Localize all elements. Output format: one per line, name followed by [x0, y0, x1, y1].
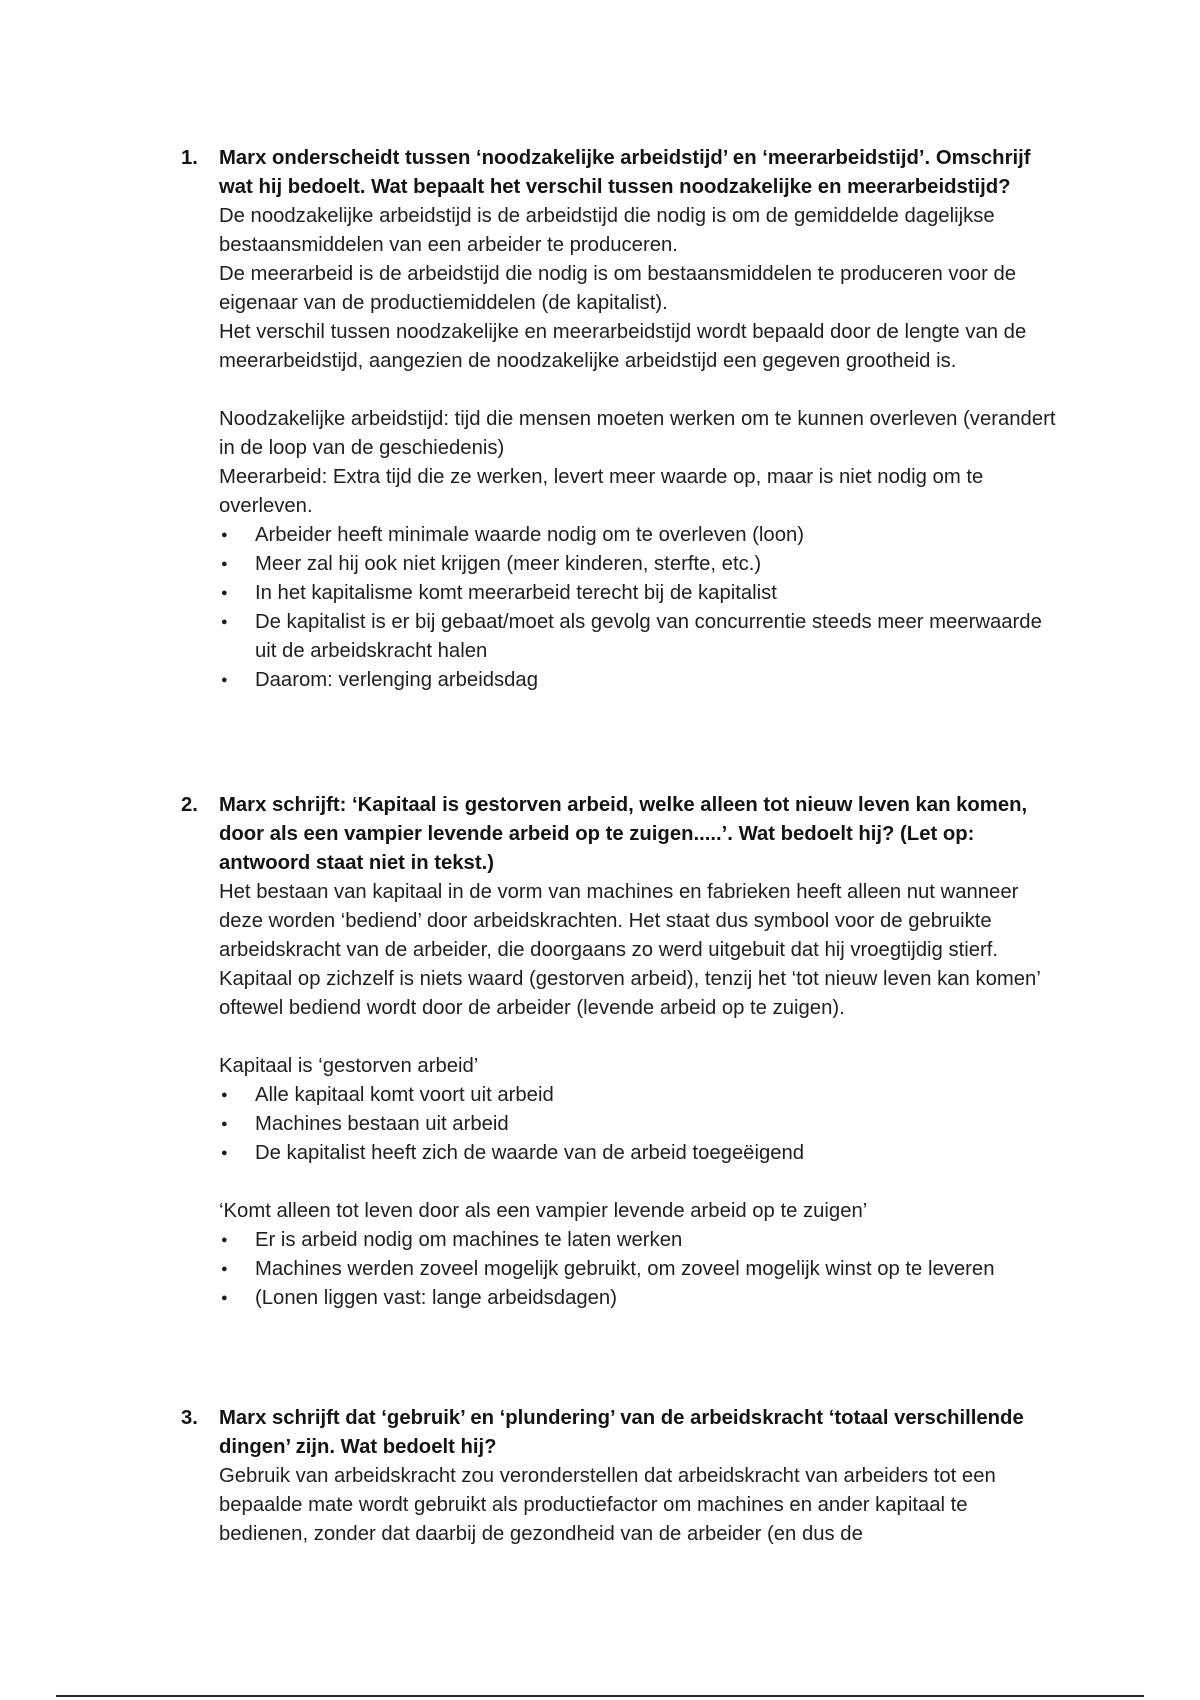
list-item: ● Machines bestaan uit arbeid	[255, 1110, 1061, 1139]
answer-paragraph: De noodzakelijke arbeidstijd is de arbeidstijd die nodig is om de gemiddelde dagelijkse bestaansmiddelen van een arbeider te produceren.	[219, 205, 995, 256]
answer-paragraph: Gebruik van arbeidskracht zou veronderstellen dat arbeidskracht van arbeiders tot een bepaalde mate wordt gebruikt als productiefactor om machines en ander kapitaal te bedienen, zonder dat daarbij de gezondheid van de arbeider (en dus de	[219, 1465, 996, 1545]
list-item: ● (Lonen liggen vast: lange arbeidsdagen)	[255, 1284, 1061, 1313]
section-title: ‘Komt alleen tot leven door als een vampier levende arbeid op te zuigen’	[219, 1200, 868, 1222]
question-number: 3.	[181, 1407, 198, 1429]
list-item: ● In het kapitalisme komt meerarbeid terecht bij de kapitalist	[255, 579, 1061, 608]
page-divider	[56, 1695, 1144, 1697]
question-number: 2.	[181, 794, 198, 816]
list-item: ● Daarom: verlenging arbeidsdag	[255, 666, 1061, 695]
section-title: Kapitaal is ‘gestorven arbeid’	[219, 1055, 479, 1077]
question-text: Marx schrijft: ‘Kapitaal is gestorven arbeid, welke alleen tot nieuw leven kan komen, door als een vampier levende arbeid op te zuigen.....’. Wat bedoelt hij? (Let op: antwoord staat niet in tekst.)	[219, 794, 1028, 874]
list-item: ● Alle kapitaal komt voort uit arbeid	[255, 1081, 1061, 1110]
note-paragraph: Meerarbeid: Extra tijd die ze werken, levert meer waarde op, maar is niet nodig om te overleven.	[219, 466, 984, 517]
answer	[181, 202, 1061, 521]
question-text: Marx schrijft dat ‘gebruik’ en ‘plundering’ van de arbeidskracht ‘totaal verschillende dingen’ zijn. Wat bedoelt hij?	[219, 1407, 1024, 1458]
spacer	[219, 376, 1061, 405]
answer-continued	[181, 1168, 1061, 1226]
bullet-list	[181, 521, 1061, 695]
question-3	[181, 1404, 1061, 1549]
question-heading	[181, 1404, 1061, 1462]
answer	[181, 878, 1061, 1081]
question-1	[181, 144, 1061, 695]
question-number: 1.	[181, 147, 198, 169]
answer-paragraph: Het verschil tussen noodzakelijke en meerarbeidstijd wordt bepaald door de lengte van de meerarbeidstijd, aangezien de noodzakelijke arbeidstijd een gegeven grootheid is.	[219, 321, 1027, 372]
bullet-list	[181, 1226, 1061, 1313]
list-item: ● Meer zal hij ook niet krijgen (meer kinderen, sterfte, etc.)	[255, 550, 1061, 579]
list-item: ● De kapitalist is er bij gebaat/moet als gevolg van concurrentie steeds meer meerwaarde uit de arbeidskracht halen	[255, 608, 1061, 666]
question-heading	[181, 144, 1061, 202]
spacer	[219, 1023, 1061, 1052]
note-paragraph: Noodzakelijke arbeidstijd: tijd die mensen moeten werken om te kunnen overleven (verandert in de loop van de geschiedenis)	[219, 408, 1056, 459]
question-text: Marx onderscheidt tussen ‘noodzakelijke arbeidstijd’ en ‘meerarbeidstijd’. Omschrijf wat hij bedoelt. Wat bepaalt het verschil tussen noodzakelijke en meerarbeidstijd?	[219, 147, 1031, 198]
list-item: ● Arbeider heeft minimale waarde nodig om te overleven (loon)	[255, 521, 1061, 550]
list-item: ● Er is arbeid nodig om machines te laten werken	[255, 1226, 1061, 1255]
list-item: ● Machines werden zoveel mogelijk gebruikt, om zoveel mogelijk winst op te leveren	[255, 1255, 1061, 1284]
spacer	[219, 1168, 1061, 1197]
bullet-list	[181, 1081, 1061, 1168]
list-item: ● De kapitalist heeft zich de waarde van de arbeid toegeëigend	[255, 1139, 1061, 1168]
question-2	[181, 791, 1061, 1313]
answer-paragraph: De meerarbeid is de arbeidstijd die nodig is om bestaansmiddelen te produceren voor de eigenaar van de productiemiddelen (de kapitalist).	[219, 263, 1017, 314]
answer	[181, 1462, 1061, 1549]
question-heading	[181, 791, 1061, 878]
answer-paragraph: Het bestaan van kapitaal in de vorm van machines en fabrieken heeft alleen nut wanneer deze worden ‘bediend’ door arbeidskrachten. Het staat dus symbool voor de gebruikte arbeidskracht van de arbeider, die doorgaans zo werd uitgebuit dat hij vroegtijdig stierf. Kapitaal op zichzelf is niets waard (gestorven arbeid), tenzij het ‘tot nieuw leven kan komen’ oftewel bediend wordt door de arbeider (levende arbeid op te zuigen).	[219, 881, 1041, 1019]
